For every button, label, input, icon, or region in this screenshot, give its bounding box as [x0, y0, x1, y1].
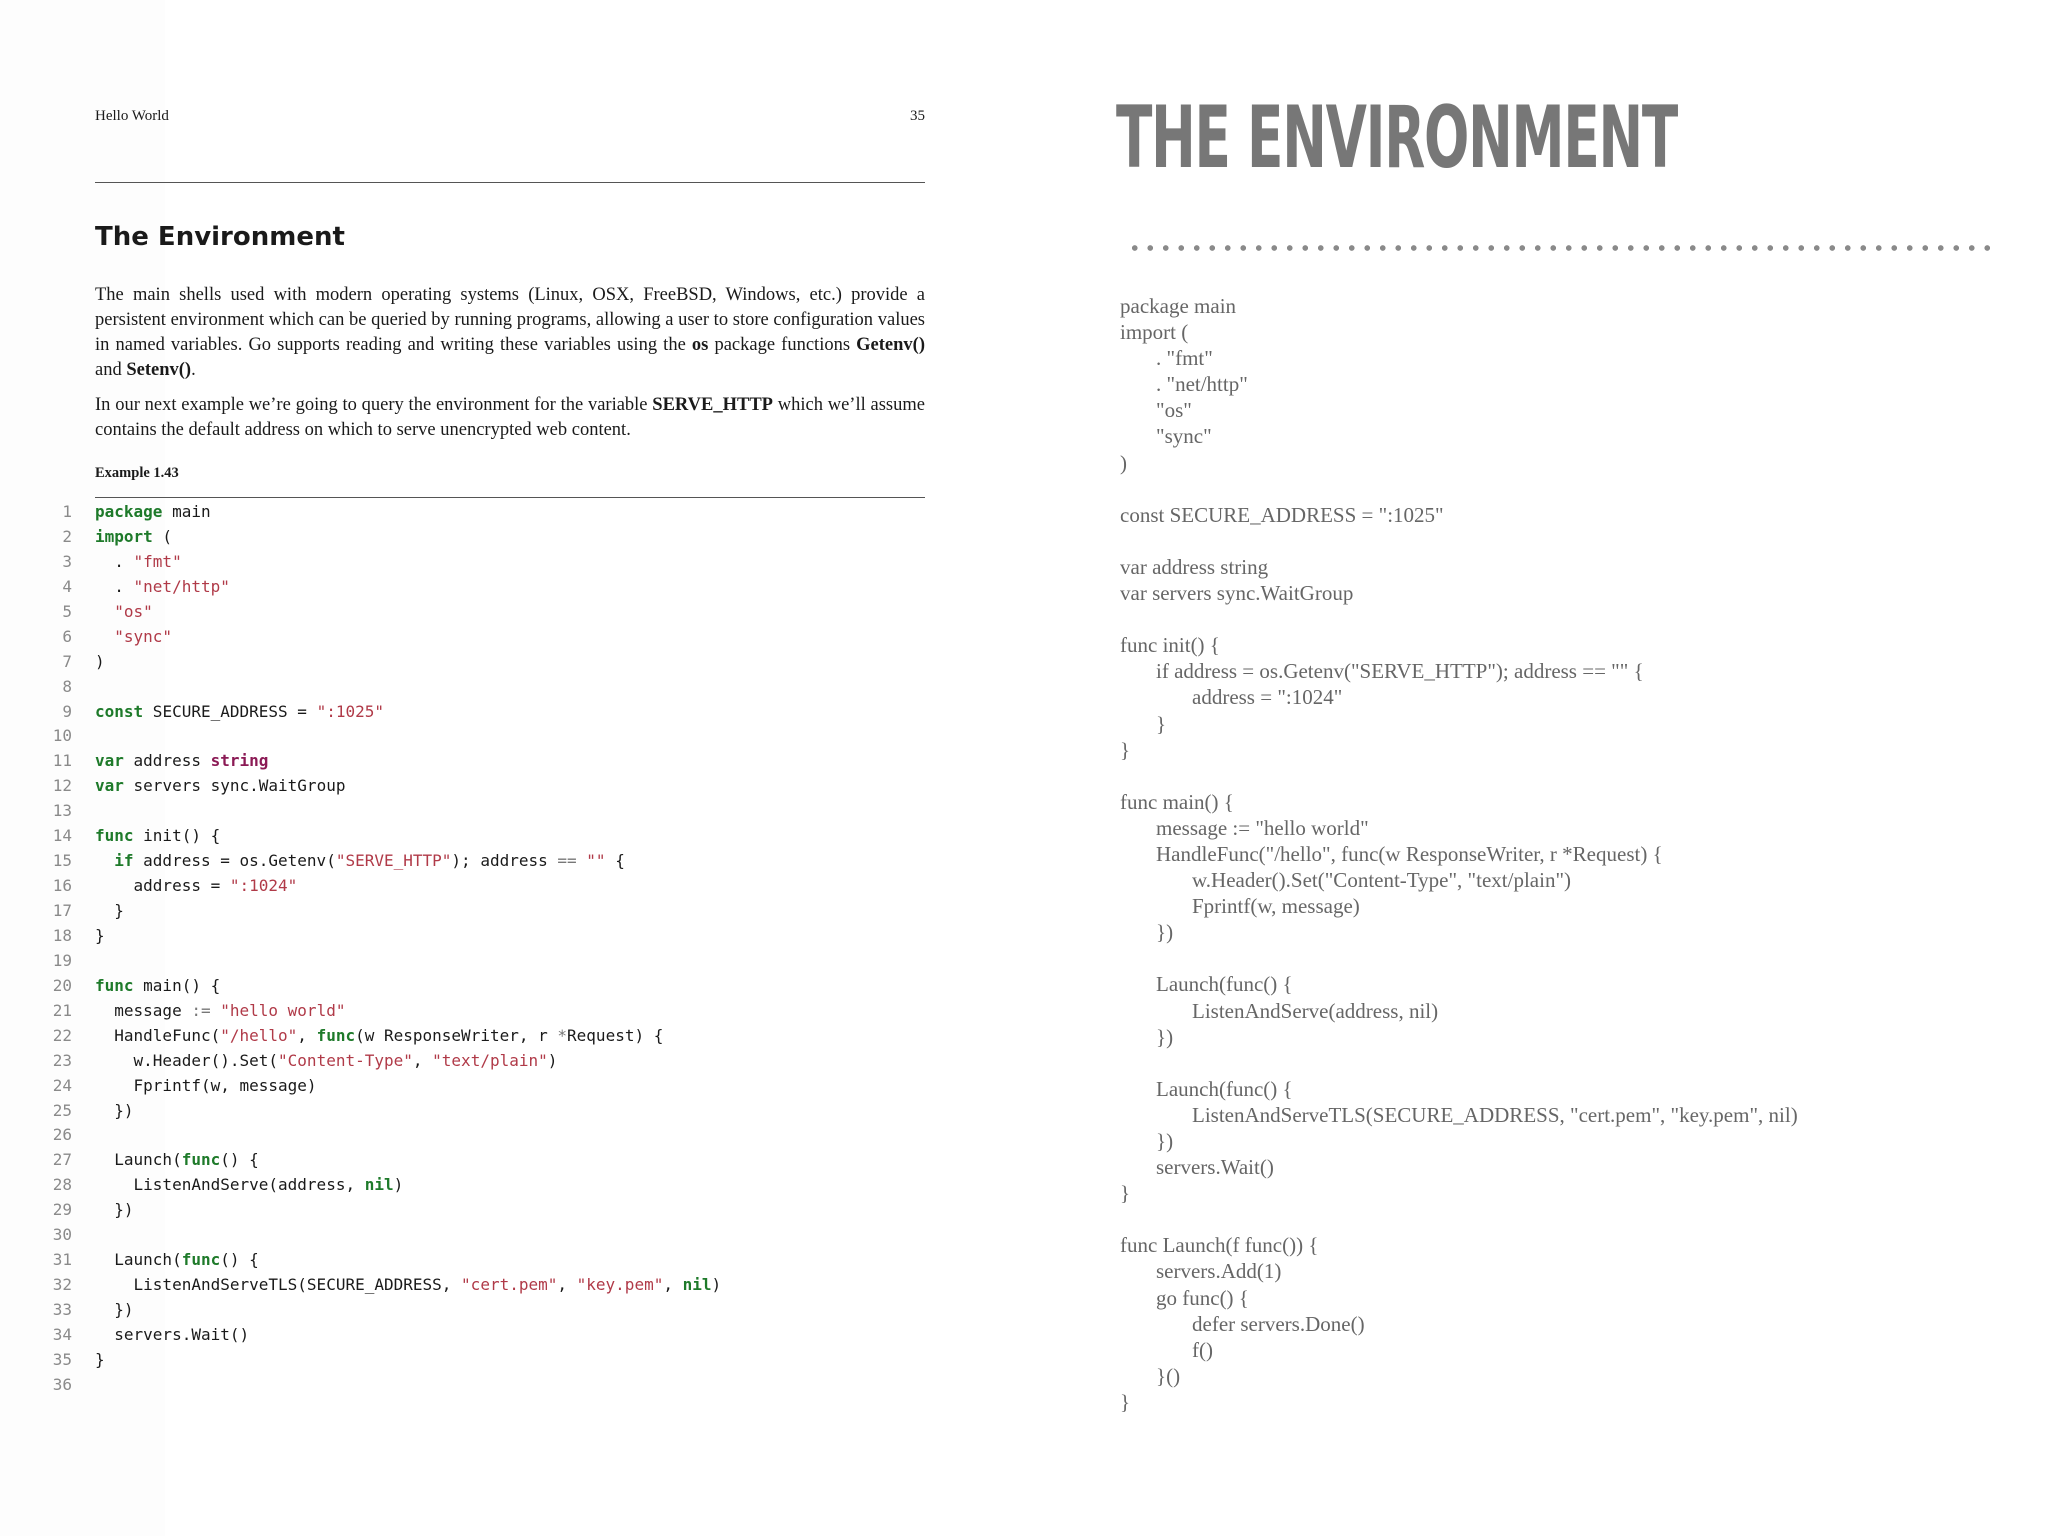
code-text: }): [114, 1200, 134, 1220]
code-line: [0, 525, 1000, 550]
code-line: w.Header().Set("Content-Type", "text/plain"): [1192, 868, 1572, 893]
line-number: 24: [52, 1075, 72, 1095]
code-text: if address = os.Getenv("SERVE_HTTP"); address == "" {: [114, 851, 625, 871]
code-line: if address = os.Getenv("SERVE_HTTP"); address == "" {: [1156, 659, 1644, 684]
line-number: 32: [52, 1275, 72, 1295]
code-line: }: [1156, 711, 1167, 736]
code-line: [0, 899, 1000, 924]
line-number: 7: [62, 651, 72, 671]
line-number: 28: [52, 1175, 72, 1195]
code-line: [0, 550, 1000, 575]
line-number: 5: [62, 601, 72, 621]
line-number: 23: [52, 1050, 72, 1070]
code-text: func init() {: [95, 826, 221, 846]
code-text: }): [114, 1300, 134, 1319]
line-number: 35: [52, 1349, 72, 1369]
code-line: [0, 924, 1000, 949]
code-line: ListenAndServe(address, nil): [1192, 998, 1439, 1023]
line-number: 9: [62, 701, 72, 721]
code-line: [0, 874, 1000, 899]
line-number: 4: [62, 576, 72, 596]
line-number: 19: [52, 950, 72, 970]
paragraph-text: .: [191, 360, 196, 380]
code-line: [0, 824, 1000, 849]
code-line: ListenAndServeTLS(SECURE_ADDRESS, "cert.pem", "key.pem", nil): [1192, 1102, 1798, 1127]
code-line: [0, 1323, 1000, 1348]
code-line: [0, 724, 1000, 749]
code-line: [0, 500, 1000, 525]
code-line: [0, 1273, 1000, 1298]
code-line: func Launch(f func()) {: [1120, 1233, 1319, 1258]
code-text: HandleFunc("/hello", func(w ResponseWriter, r *Request) {: [114, 1025, 664, 1045]
paragraph-text: and: [95, 360, 127, 380]
code-line: }: [1120, 1389, 1131, 1414]
line-number: 22: [52, 1025, 72, 1045]
code-line: [1120, 945, 1798, 971]
page-number: 35: [910, 108, 925, 124]
code-line: [0, 600, 1000, 625]
code-line: Fprintf(w, message): [1192, 894, 1360, 919]
code-line: [0, 1123, 1000, 1148]
code-text: Launch(func() {: [114, 1250, 259, 1270]
package-name: os: [691, 335, 709, 355]
slide-title: THE ENVIRONMENT: [1116, 88, 1678, 188]
code-text: ListenAndServeTLS(SECURE_ADDRESS, "cert.pem", "key.pem", nil): [133, 1275, 722, 1295]
line-number: 33: [52, 1300, 72, 1319]
code-line: [0, 1173, 1000, 1198]
paragraph-text: package functions: [708, 335, 857, 355]
code-text: const SECURE_ADDRESS = ":1025": [95, 701, 384, 721]
code-line: "sync": [1156, 424, 1212, 449]
code-line: [1120, 1050, 1798, 1076]
code-line: [1120, 476, 1798, 502]
function-name: Setenv(): [126, 360, 192, 380]
code-line: [0, 1049, 1000, 1074]
function-name: Getenv(): [856, 335, 925, 355]
code-line: }): [1156, 1024, 1174, 1049]
code-line: [0, 1223, 1000, 1248]
code-line: [0, 749, 1000, 774]
code-line: [1120, 606, 1798, 632]
code-text: func main() {: [95, 975, 221, 995]
running-title: Hello World: [95, 108, 169, 124]
code-line: package main: [1120, 294, 1237, 318]
line-number: 27: [52, 1150, 72, 1170]
code-line: }): [1156, 920, 1174, 945]
code-line: [0, 1348, 1000, 1373]
line-number: 10: [52, 726, 72, 746]
code-text: }: [95, 925, 105, 945]
code-line: func init() {: [1120, 633, 1220, 658]
line-number: 26: [52, 1125, 72, 1145]
code-text: import (: [95, 526, 173, 546]
line-number: 30: [52, 1225, 72, 1245]
code-text: var address string: [95, 751, 269, 771]
right-page: [1024, 0, 2048, 1536]
line-number: 1: [62, 502, 72, 521]
code-line: [0, 1099, 1000, 1124]
code-text: address = ":1024": [133, 876, 298, 896]
dotted-divider: [1127, 244, 1997, 252]
code-text: }: [95, 1349, 105, 1369]
code-line: }: [1120, 1181, 1131, 1206]
code-line: [0, 700, 1000, 725]
line-number: 15: [52, 851, 72, 871]
code-line: [0, 675, 1000, 700]
code-line: . "fmt": [1156, 346, 1213, 371]
code-line: "os": [1156, 398, 1192, 423]
code-line: func main() {: [1120, 789, 1234, 814]
code-text: }): [114, 1100, 134, 1120]
code-line: [0, 625, 1000, 650]
code-line: HandleFunc("/hello", func(w ResponseWriter, r *Request) {: [1156, 841, 1663, 866]
code-line: [0, 999, 1000, 1024]
code-line: [0, 1373, 1000, 1398]
code-line: [1120, 1206, 1798, 1232]
code-line: }: [1120, 737, 1131, 762]
code-text: var servers sync.WaitGroup: [95, 776, 346, 796]
code-line: Launch(func() {: [1156, 972, 1293, 997]
code-text: "sync": [114, 626, 173, 646]
section-title: The Environment: [95, 222, 345, 252]
code-line: var address string: [1120, 554, 1269, 579]
line-number: 18: [52, 925, 72, 945]
line-number: 21: [52, 1000, 72, 1020]
code-line: [1120, 763, 1798, 789]
line-number: 31: [52, 1250, 72, 1270]
code-line: ): [1120, 450, 1127, 475]
code-text: ListenAndServe(address, nil): [133, 1175, 404, 1195]
code-line: [0, 1248, 1000, 1273]
line-number: 12: [52, 776, 72, 796]
example-rule: [95, 497, 925, 498]
slide-code-listing: [1120, 293, 1798, 1415]
code-line: [0, 1074, 1000, 1099]
code-listing: [0, 500, 1000, 1398]
variable-name: SERVE_HTTP: [652, 395, 773, 415]
paragraph-text: The main shells used with modern operating systems (Linux, OSX, FreeBSD, Windows, etc.) provide a persistent environment which can be queried by running programs, allowing a user to store configuration values in named variables. Go supports reading and writing these variables using the: [95, 285, 925, 355]
code-line: f(): [1192, 1337, 1213, 1362]
code-line: address = ":1024": [1192, 685, 1343, 710]
line-number: 29: [52, 1200, 72, 1220]
code-text: servers.Wait(): [114, 1324, 250, 1344]
code-text: w.Header().Set("Content-Type", "text/plain"): [133, 1050, 558, 1070]
line-number: 25: [52, 1100, 72, 1120]
line-number: 2: [62, 526, 72, 546]
code-line: defer servers.Done(): [1192, 1311, 1365, 1336]
code-text: package main: [95, 502, 211, 521]
code-text: ): [95, 651, 105, 671]
code-line: [0, 774, 1000, 799]
line-number: 16: [52, 876, 72, 896]
code-line: [0, 1198, 1000, 1223]
code-line: import (: [1120, 320, 1189, 345]
paragraph-text: In our next example we’re going to query the environment for the variable: [95, 395, 653, 415]
code-line: [0, 974, 1000, 999]
code-text: . "fmt": [114, 551, 182, 571]
code-line: [0, 575, 1000, 600]
left-page: [0, 0, 1000, 1536]
line-number: 34: [52, 1324, 72, 1344]
code-text: . "net/http": [114, 576, 230, 596]
example-label: Example 1.43: [95, 465, 179, 481]
intro-paragraph: [95, 283, 925, 383]
paragraph-text: which we’ll assume contains the default address on which to serve unencrypted web content.: [95, 395, 925, 440]
line-number: 3: [62, 551, 72, 571]
code-line: [0, 650, 1000, 675]
code-text: message := "hello world": [114, 1000, 346, 1020]
line-number: 8: [62, 676, 72, 696]
example-intro-paragraph: [95, 393, 925, 443]
code-line: go func() {: [1156, 1285, 1249, 1310]
code-line: }): [1156, 1129, 1174, 1153]
line-number: 13: [52, 801, 72, 821]
code-text: Launch(func() {: [114, 1150, 259, 1170]
code-text: Fprintf(w, message): [133, 1075, 317, 1095]
code-line: servers.Add(1): [1156, 1259, 1282, 1284]
line-number: 20: [52, 975, 72, 995]
code-line: servers.Wait(): [1156, 1155, 1274, 1180]
code-line: var servers sync.WaitGroup: [1120, 581, 1354, 606]
code-line: Launch(func() {: [1156, 1076, 1293, 1101]
code-line: [0, 949, 1000, 974]
code-line: message := "hello world": [1156, 815, 1369, 840]
code-line: . "net/http": [1156, 372, 1248, 397]
line-number: 11: [52, 751, 72, 771]
code-line: [0, 1148, 1000, 1173]
line-number: 14: [52, 826, 72, 846]
code-line: }(): [1156, 1363, 1181, 1388]
line-number: 36: [52, 1374, 72, 1394]
line-number: 17: [52, 901, 72, 920]
header-rule: [95, 182, 925, 183]
code-line: [0, 849, 1000, 874]
code-line: [0, 799, 1000, 824]
code-text: "os": [114, 601, 153, 621]
code-line: [1120, 528, 1798, 554]
code-text: }: [114, 901, 124, 920]
code-line: const SECURE_ADDRESS = ":1025": [1120, 502, 1444, 527]
code-line: [0, 1024, 1000, 1049]
line-number: 6: [62, 626, 72, 646]
code-line: [0, 1298, 1000, 1323]
